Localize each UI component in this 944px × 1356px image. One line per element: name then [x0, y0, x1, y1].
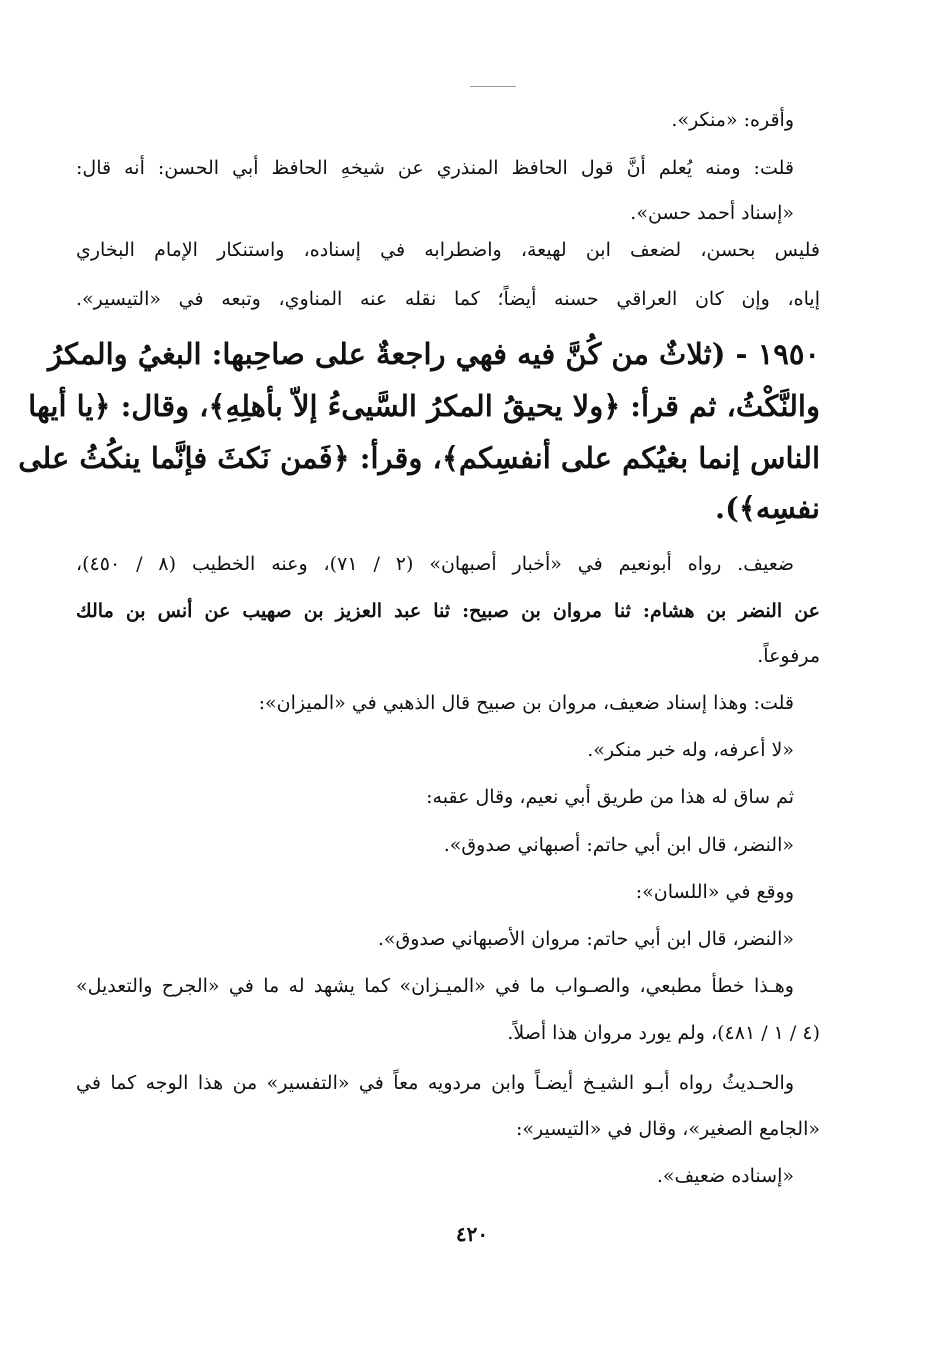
text-line: قلت: ومنه يُعلم أنَّ قول الحافظ المنذري عن شيخهِ الحافظ أبي الحسن: أنه قال:	[76, 157, 794, 179]
hadith-heading-line: ١٩٥٠ - (ثلاثٌ من كُنَّ فيه فهي راجعةٌ على صاحِبها: البغيُ والمكرُ	[48, 337, 820, 371]
text-line: «الجامع الصغير»، وقال في «التيسير»:	[516, 1118, 820, 1140]
text-line: «لا أعرفه، وله خبر منكر».	[587, 739, 794, 761]
text-line: قلت: وهذا إسناد ضعيف، مروان بن صبيح قال الذهبي في «الميزان»:	[258, 692, 794, 714]
hadith-heading-line: نفسِه﴾).	[715, 491, 820, 525]
text-line: ووقع في «اللسان»:	[635, 881, 794, 903]
text-line: «النضر، قال ابن أبي حاتم: أصبهاني صدوق».	[443, 834, 794, 856]
text-line: وهـذا خطأ مطبعي، والصـواب ما في «الميـزان» كما يشهد له ما في «الجرح والتعديل»	[76, 975, 794, 997]
text-line: إياه، وإن كان العراقي حسنه أيضاً؛ كما نقله عنه المناوي، وتبعه في «التيسير».	[76, 288, 820, 310]
text-line: والحـديثُ رواه أبـو الشيـخ أيضـاً وابن مردويه معاً في «التفسير» من هذا الوجه كما في	[76, 1072, 794, 1094]
text-line: عن النضر بن هشام: ثنا مروان بن صبيح: ثنا عبد العزيز بن صهيب عن أنس بن مالك	[76, 600, 820, 622]
text-line: (٤ / ١ / ٤٨١)، ولم يورد مروان هذا أصلاً.	[507, 1022, 820, 1044]
text-line: وأقره: «منكر».	[671, 109, 794, 131]
text-line: مرفوعاً.	[757, 645, 820, 667]
text-line: ثم ساق له هذا من طريق أبي نعيم، وقال عقبه:	[426, 786, 794, 808]
text-line: فليس بحسن، لضعف ابن لهيعة، واضطرابه في إسناده، واستنكار الإمام البخاري	[76, 239, 820, 261]
header-rule	[470, 86, 516, 87]
hadith-heading-line: الناس إنما بغيُكم على أنفسِكم﴾، وقرأ: ﴿فَمن نَكثَ فإنَّما ينكُثُ على	[18, 441, 820, 475]
text-line: «النضر، قال ابن أبي حاتم: مروان الأصبهاني صدوق».	[377, 928, 794, 950]
hadith-heading-line: والنَّكْثُ، ثم قرأ: ﴿ولا يحيقُ المكرُ السَّيىءُ إلاّ بأهلِهِ﴾، وقال: ﴿يا أيها	[28, 389, 820, 423]
text-line: «إسناده ضعيف».	[656, 1165, 794, 1187]
page-number: ٤٢٠	[455, 1222, 489, 1246]
text-line: ضعيف. رواه أبونعيم في «أخبار أصبهان» (٢ / ٧١)، وعنه الخطيب (٨ / ٤٥٠)،	[76, 553, 795, 575]
text-line: «إسناد أحمد حسن».	[630, 202, 794, 224]
